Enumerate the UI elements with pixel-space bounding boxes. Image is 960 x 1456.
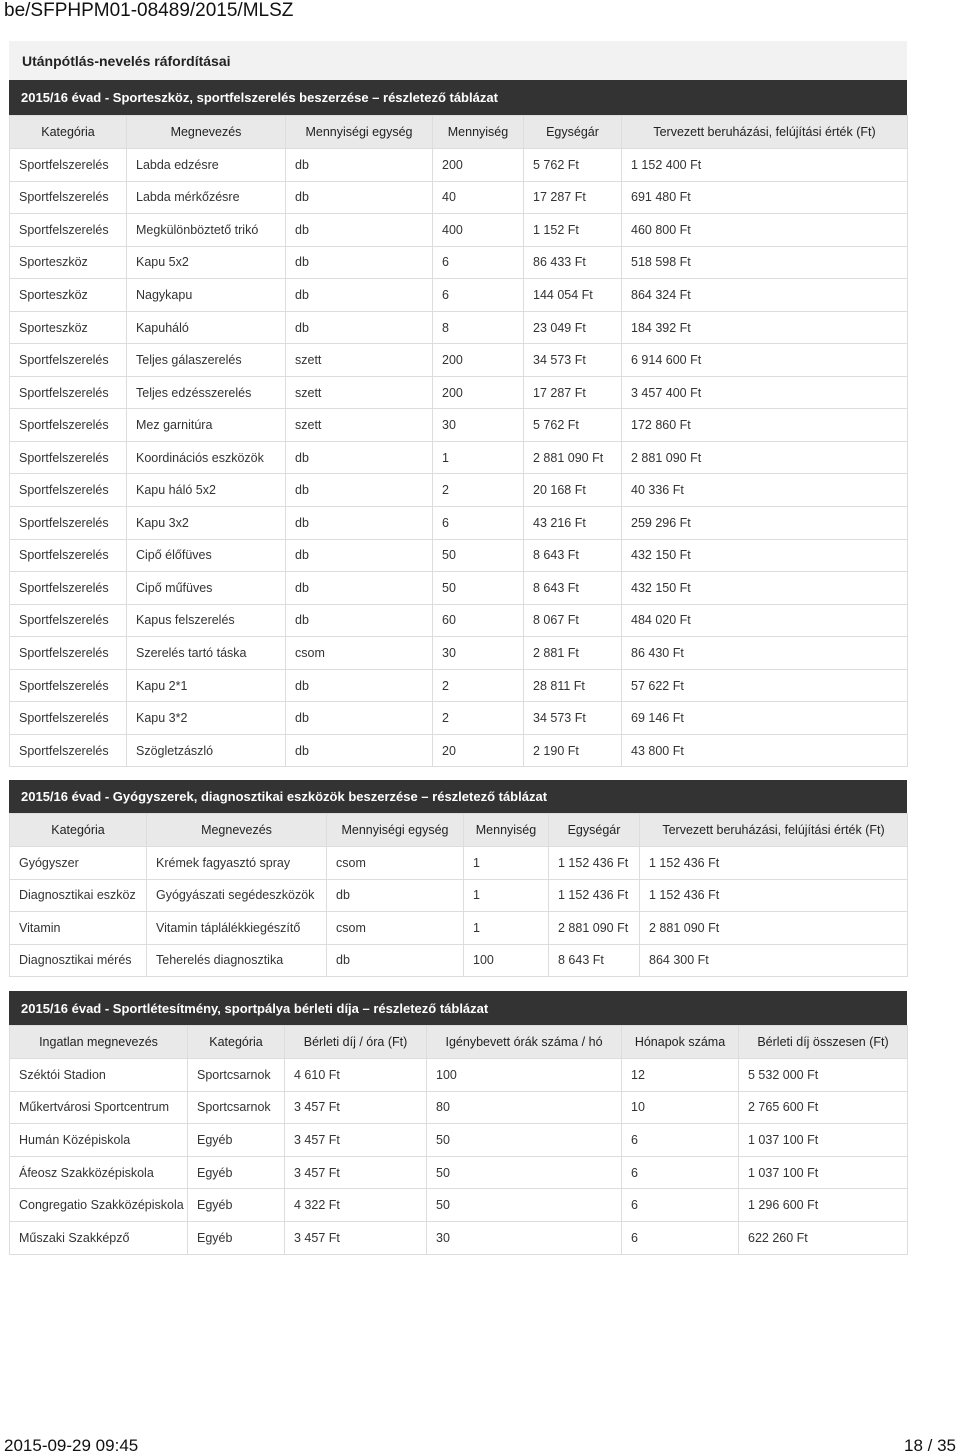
column-header: Tervezett beruházási, felújítási érték (Ft) bbox=[622, 116, 908, 149]
table-cell: Kapu háló 5x2 bbox=[127, 474, 286, 507]
table-cell: 6 bbox=[622, 1156, 739, 1189]
table-cell: Sportfelszerelés bbox=[10, 214, 127, 247]
equipment-table-title: 2015/16 évad - Sporteszköz, sportfelszerelés beszerzése – részletező táblázat bbox=[9, 80, 907, 115]
table-cell: 3 457 Ft bbox=[285, 1221, 427, 1254]
table-cell: Teljes gálaszerelés bbox=[127, 344, 286, 377]
table-cell: 6 bbox=[433, 279, 524, 312]
table-cell: 864 324 Ft bbox=[622, 279, 908, 312]
table-cell: Congregatio Szakközépiskola bbox=[10, 1189, 188, 1222]
table-cell: 864 300 Ft bbox=[640, 944, 908, 977]
column-header: Kategória bbox=[10, 814, 147, 847]
column-header: Mennyiség bbox=[433, 116, 524, 149]
table-cell: 40 bbox=[433, 181, 524, 214]
table-cell: 30 bbox=[433, 409, 524, 442]
table-cell: 17 287 Ft bbox=[524, 376, 622, 409]
table-cell: 432 150 Ft bbox=[622, 572, 908, 605]
medical-table bbox=[9, 813, 908, 977]
table-cell: 5 762 Ft bbox=[524, 149, 622, 182]
table-cell: 20 bbox=[433, 734, 524, 767]
table-row bbox=[10, 879, 908, 912]
column-header: Megnevezés bbox=[127, 116, 286, 149]
table-cell: 50 bbox=[427, 1156, 622, 1189]
table-cell: Kapu 2*1 bbox=[127, 669, 286, 702]
table-cell: Gyógyászati segédeszközök bbox=[147, 879, 327, 912]
table-cell: Teljes edzésszerelés bbox=[127, 376, 286, 409]
table-cell: Vitamin bbox=[10, 912, 147, 945]
table-cell: 2 190 Ft bbox=[524, 734, 622, 767]
table-cell: szett bbox=[286, 376, 433, 409]
medical-table-title: 2015/16 évad - Gyógyszerek, diagnosztikai eszközök beszerzése – részletező táblázat bbox=[9, 780, 907, 813]
table-cell: 34 573 Ft bbox=[524, 702, 622, 735]
table-cell: db bbox=[286, 311, 433, 344]
table-cell: db bbox=[286, 214, 433, 247]
footer-page-number: 18 / 35 bbox=[904, 1436, 956, 1455]
table-cell: 3 457 Ft bbox=[285, 1091, 427, 1124]
table-cell: 30 bbox=[427, 1221, 622, 1254]
table-cell: 1 152 436 Ft bbox=[640, 847, 908, 880]
table-cell: db bbox=[286, 149, 433, 182]
column-header: Mennyiség bbox=[464, 814, 549, 847]
table-cell: 1 296 600 Ft bbox=[739, 1189, 908, 1222]
table-cell: 5 532 000 Ft bbox=[739, 1059, 908, 1092]
table-cell: Sportfelszerelés bbox=[10, 344, 127, 377]
table-cell: 200 bbox=[433, 344, 524, 377]
table-cell: 30 bbox=[433, 637, 524, 670]
table-cell: Mez garnitúra bbox=[127, 409, 286, 442]
medical-table-header bbox=[10, 814, 908, 847]
table-cell: 1 152 436 Ft bbox=[549, 847, 640, 880]
table-cell: Sportfelszerelés bbox=[10, 181, 127, 214]
table-cell: 100 bbox=[427, 1059, 622, 1092]
table-cell: 6 bbox=[433, 507, 524, 540]
document-id: be/SFPHPM01-08489/2015/MLSZ bbox=[4, 0, 294, 21]
table-cell: db bbox=[286, 539, 433, 572]
table-cell: 622 260 Ft bbox=[739, 1221, 908, 1254]
table-cell: Sportfelszerelés bbox=[10, 637, 127, 670]
table-cell: 86 433 Ft bbox=[524, 246, 622, 279]
table-row bbox=[10, 1091, 908, 1124]
table-cell: Egyéb bbox=[188, 1221, 285, 1254]
table-row bbox=[10, 507, 908, 540]
table-cell: Sportfelszerelés bbox=[10, 441, 127, 474]
table-cell: Áfeosz Szakközépiskola bbox=[10, 1156, 188, 1189]
table-cell: 691 480 Ft bbox=[622, 181, 908, 214]
medical-table-block bbox=[9, 780, 907, 977]
table-cell: 6 914 600 Ft bbox=[622, 344, 908, 377]
table-cell: db bbox=[286, 474, 433, 507]
table-cell: 3 457 Ft bbox=[285, 1124, 427, 1157]
table-cell: 4 610 Ft bbox=[285, 1059, 427, 1092]
table-cell: 50 bbox=[433, 572, 524, 605]
table-row bbox=[10, 441, 908, 474]
table-row bbox=[10, 572, 908, 605]
table-cell: Megkülönböztető trikó bbox=[127, 214, 286, 247]
table-cell: 86 430 Ft bbox=[622, 637, 908, 670]
column-header: Igénybevett órák száma / hó bbox=[427, 1026, 622, 1059]
table-cell: 1 152 400 Ft bbox=[622, 149, 908, 182]
table-cell: 2 881 090 Ft bbox=[524, 441, 622, 474]
table-row bbox=[10, 181, 908, 214]
table-cell: Sportfelszerelés bbox=[10, 474, 127, 507]
table-row bbox=[10, 1059, 908, 1092]
table-row bbox=[10, 1189, 908, 1222]
table-row bbox=[10, 1221, 908, 1254]
table-cell: Kapus felszerelés bbox=[127, 604, 286, 637]
table-cell: 432 150 Ft bbox=[622, 539, 908, 572]
table-cell: 1 bbox=[464, 847, 549, 880]
table-cell: db bbox=[286, 604, 433, 637]
table-cell: 5 762 Ft bbox=[524, 409, 622, 442]
table-cell: 1 bbox=[433, 441, 524, 474]
table-cell: 8 643 Ft bbox=[524, 572, 622, 605]
table-cell: 200 bbox=[433, 149, 524, 182]
table-cell: Kapu 5x2 bbox=[127, 246, 286, 279]
table-cell: Krémek fagyasztó spray bbox=[147, 847, 327, 880]
table-cell: Sportfelszerelés bbox=[10, 702, 127, 735]
table-cell: Egyéb bbox=[188, 1189, 285, 1222]
table-cell: 28 811 Ft bbox=[524, 669, 622, 702]
table-cell: Humán Középiskola bbox=[10, 1124, 188, 1157]
column-header: Mennyiségi egység bbox=[327, 814, 464, 847]
equipment-table-header bbox=[10, 116, 908, 149]
table-cell: 8 643 Ft bbox=[524, 539, 622, 572]
table-cell: 40 336 Ft bbox=[622, 474, 908, 507]
table-cell: Szögletzászló bbox=[127, 734, 286, 767]
table-cell: 6 bbox=[622, 1189, 739, 1222]
table-cell: szett bbox=[286, 344, 433, 377]
table-cell: 1 152 Ft bbox=[524, 214, 622, 247]
table-cell: 17 287 Ft bbox=[524, 181, 622, 214]
table-row bbox=[10, 734, 908, 767]
table-cell: 2 bbox=[433, 702, 524, 735]
table-row bbox=[10, 409, 908, 442]
table-cell: 8 643 Ft bbox=[549, 944, 640, 977]
equipment-table-block bbox=[9, 80, 907, 767]
table-cell: 43 216 Ft bbox=[524, 507, 622, 540]
table-cell: 2 881 090 Ft bbox=[622, 441, 908, 474]
table-cell: Műkertvárosi Sportcentrum bbox=[10, 1091, 188, 1124]
table-cell: Labda edzésre bbox=[127, 149, 286, 182]
table-cell: Szerelés tartó táska bbox=[127, 637, 286, 670]
table-cell: 144 054 Ft bbox=[524, 279, 622, 312]
table-cell: 60 bbox=[433, 604, 524, 637]
table-cell: db bbox=[286, 181, 433, 214]
table-row bbox=[10, 944, 908, 977]
column-header: Tervezett beruházási, felújítási érték (Ft) bbox=[640, 814, 908, 847]
table-cell: csom bbox=[327, 847, 464, 880]
table-cell: Kapu 3x2 bbox=[127, 507, 286, 540]
table-cell: 20 168 Ft bbox=[524, 474, 622, 507]
table-cell: Sportfelszerelés bbox=[10, 376, 127, 409]
column-header: Egységár bbox=[549, 814, 640, 847]
table-cell: 2 881 090 Ft bbox=[640, 912, 908, 945]
column-header: Mennyiségi egység bbox=[286, 116, 433, 149]
table-cell: 50 bbox=[427, 1189, 622, 1222]
column-header: Kategória bbox=[10, 116, 127, 149]
table-cell: 200 bbox=[433, 376, 524, 409]
column-header: Ingatlan megnevezés bbox=[10, 1026, 188, 1059]
table-cell: 400 bbox=[433, 214, 524, 247]
table-cell: Széktói Stadion bbox=[10, 1059, 188, 1092]
table-row bbox=[10, 279, 908, 312]
table-cell: 184 392 Ft bbox=[622, 311, 908, 344]
table-cell: 6 bbox=[433, 246, 524, 279]
table-cell: Sportfelszerelés bbox=[10, 539, 127, 572]
table-cell: szett bbox=[286, 409, 433, 442]
table-cell: Koordinációs eszközök bbox=[127, 441, 286, 474]
table-cell: 2 881 090 Ft bbox=[549, 912, 640, 945]
column-header: Bérleti díj / óra (Ft) bbox=[285, 1026, 427, 1059]
table-cell: Sportcsarnok bbox=[188, 1059, 285, 1092]
table-cell: db bbox=[286, 702, 433, 735]
table-cell: 57 622 Ft bbox=[622, 669, 908, 702]
table-cell: 8 067 Ft bbox=[524, 604, 622, 637]
table-cell: db bbox=[286, 572, 433, 605]
table-cell: Egyéb bbox=[188, 1156, 285, 1189]
table-cell: Cipő műfüves bbox=[127, 572, 286, 605]
table-cell: 1 037 100 Ft bbox=[739, 1124, 908, 1157]
table-cell: 2 765 600 Ft bbox=[739, 1091, 908, 1124]
table-cell: 34 573 Ft bbox=[524, 344, 622, 377]
table-cell: db bbox=[327, 879, 464, 912]
rental-table-title: 2015/16 évad - Sportlétesítmény, sportpálya bérleti díja – részletező táblázat bbox=[9, 991, 907, 1025]
table-cell: 1 bbox=[464, 912, 549, 945]
table-cell: 6 bbox=[622, 1221, 739, 1254]
table-cell: 172 860 Ft bbox=[622, 409, 908, 442]
column-header: Hónapok száma bbox=[622, 1026, 739, 1059]
table-cell: 460 800 Ft bbox=[622, 214, 908, 247]
table-cell: db bbox=[286, 507, 433, 540]
table-cell: 1 152 436 Ft bbox=[640, 879, 908, 912]
table-row bbox=[10, 669, 908, 702]
table-cell: Sporteszköz bbox=[10, 246, 127, 279]
table-row bbox=[10, 474, 908, 507]
table-cell: 12 bbox=[622, 1059, 739, 1092]
table-row bbox=[10, 376, 908, 409]
table-cell: Műszaki Szakképző bbox=[10, 1221, 188, 1254]
equipment-table bbox=[9, 115, 908, 767]
table-cell: Labda mérkőzésre bbox=[127, 181, 286, 214]
table-cell: db bbox=[286, 669, 433, 702]
table-cell: Sportfelszerelés bbox=[10, 572, 127, 605]
table-cell: 4 322 Ft bbox=[285, 1189, 427, 1222]
table-cell: 100 bbox=[464, 944, 549, 977]
table-cell: db bbox=[286, 441, 433, 474]
column-header: Kategória bbox=[188, 1026, 285, 1059]
rental-table bbox=[9, 1025, 908, 1255]
column-header: Egységár bbox=[524, 116, 622, 149]
table-cell: 80 bbox=[427, 1091, 622, 1124]
table-cell: Sportfelszerelés bbox=[10, 669, 127, 702]
table-cell: 1 bbox=[464, 879, 549, 912]
table-cell: 1 037 100 Ft bbox=[739, 1156, 908, 1189]
table-row bbox=[10, 604, 908, 637]
table-row bbox=[10, 311, 908, 344]
table-cell: 3 457 Ft bbox=[285, 1156, 427, 1189]
table-cell: 2 881 Ft bbox=[524, 637, 622, 670]
table-row bbox=[10, 344, 908, 377]
table-cell: 2 bbox=[433, 669, 524, 702]
column-header: Megnevezés bbox=[147, 814, 327, 847]
table-cell: 10 bbox=[622, 1091, 739, 1124]
table-cell: 69 146 Ft bbox=[622, 702, 908, 735]
table-row bbox=[10, 149, 908, 182]
table-cell: Sportfelszerelés bbox=[10, 149, 127, 182]
section-title: Utánpótlás-nevelés ráfordításai bbox=[9, 41, 907, 80]
rental-table-header bbox=[10, 1026, 908, 1059]
table-cell: Diagnosztikai mérés bbox=[10, 944, 147, 977]
table-row bbox=[10, 214, 908, 247]
table-cell: 6 bbox=[622, 1124, 739, 1157]
table-cell: 43 800 Ft bbox=[622, 734, 908, 767]
table-cell: Sportfelszerelés bbox=[10, 604, 127, 637]
table-cell: 259 296 Ft bbox=[622, 507, 908, 540]
table-cell: 518 598 Ft bbox=[622, 246, 908, 279]
table-row bbox=[10, 539, 908, 572]
table-cell: 50 bbox=[427, 1124, 622, 1157]
table-cell: db bbox=[286, 734, 433, 767]
table-row bbox=[10, 1156, 908, 1189]
table-cell: Sportfelszerelés bbox=[10, 734, 127, 767]
table-cell: csom bbox=[327, 912, 464, 945]
table-cell: Sportfelszerelés bbox=[10, 507, 127, 540]
table-cell: 3 457 400 Ft bbox=[622, 376, 908, 409]
rental-table-block bbox=[9, 991, 907, 1255]
table-cell: Kapuháló bbox=[127, 311, 286, 344]
table-cell: 484 020 Ft bbox=[622, 604, 908, 637]
table-cell: 8 bbox=[433, 311, 524, 344]
table-row bbox=[10, 847, 908, 880]
column-header: Bérleti díj összesen (Ft) bbox=[739, 1026, 908, 1059]
table-cell: csom bbox=[286, 637, 433, 670]
table-row bbox=[10, 637, 908, 670]
table-cell: Sporteszköz bbox=[10, 311, 127, 344]
table-cell: Cipő élőfüves bbox=[127, 539, 286, 572]
table-cell: Gyógyszer bbox=[10, 847, 147, 880]
table-row bbox=[10, 912, 908, 945]
table-cell: db bbox=[286, 279, 433, 312]
table-row bbox=[10, 246, 908, 279]
table-cell: Diagnosztikai eszköz bbox=[10, 879, 147, 912]
table-cell: Vitamin táplálékkiegészítő bbox=[147, 912, 327, 945]
table-cell: db bbox=[327, 944, 464, 977]
table-cell: 23 049 Ft bbox=[524, 311, 622, 344]
table-row bbox=[10, 702, 908, 735]
table-cell: Sportfelszerelés bbox=[10, 409, 127, 442]
table-row bbox=[10, 1124, 908, 1157]
table-cell: Egyéb bbox=[188, 1124, 285, 1157]
table-cell: Kapu 3*2 bbox=[127, 702, 286, 735]
footer-timestamp: 2015-09-29 09:45 bbox=[4, 1436, 139, 1455]
table-cell: 1 152 436 Ft bbox=[549, 879, 640, 912]
table-cell: Sporteszköz bbox=[10, 279, 127, 312]
table-cell: Teherelés diagnosztika bbox=[147, 944, 327, 977]
table-cell: 50 bbox=[433, 539, 524, 572]
table-cell: db bbox=[286, 246, 433, 279]
table-cell: 2 bbox=[433, 474, 524, 507]
table-cell: Sportcsarnok bbox=[188, 1091, 285, 1124]
table-cell: Nagykapu bbox=[127, 279, 286, 312]
